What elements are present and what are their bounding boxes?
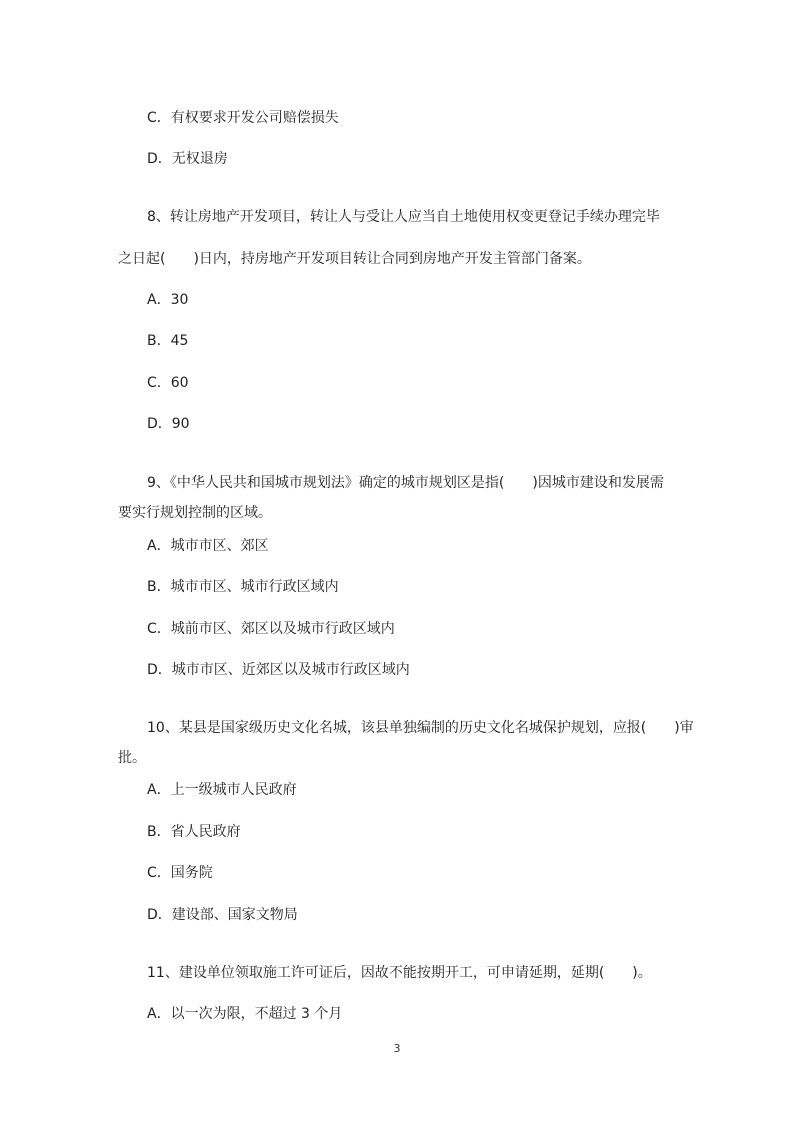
question-8-line-2: 之日起( )日内，持房地产开发项目转让合同到房地产开发主管部门备案。 — [118, 251, 591, 267]
option-10d: D．建设部、国家文物局 — [147, 907, 298, 923]
option-10a: A．上一级城市人民政府 — [147, 782, 297, 798]
option-9c: C．城前市区、郊区以及城市行政区域内 — [147, 621, 395, 637]
question-9-line-1: 9、《中华人民共和国城市规划法》确定的城市规划区是指( )因城市建设和发展需 — [147, 475, 664, 491]
option-9d: D．城市市区、近郊区以及城市行政区域内 — [147, 662, 410, 678]
option-9b: B．城市市区、城市行政区域内 — [147, 579, 339, 595]
page-number: 3 — [393, 1042, 401, 1055]
question-8-line-1: 8、转让房地产开发项目，转让人与受让人应当自土地使用权变更登记手续办理完毕 — [147, 209, 660, 225]
question-10-line-1: 10、某县是国家级历史文化名城，该县单独编制的历史文化名城保护规划，应报( )审 — [147, 720, 694, 736]
option-7c: C．有权要求开发公司赔偿损失 — [147, 110, 339, 126]
question-9-line-2: 要实行规划控制的区域。 — [118, 505, 272, 521]
option-7d: D．无权退房 — [147, 151, 228, 167]
option-10c: C．国务院 — [147, 865, 213, 881]
option-8d: D．90 — [147, 416, 190, 432]
option-9a: A．城市市区、郊区 — [147, 538, 269, 554]
option-10b: B．省人民政府 — [147, 824, 241, 840]
question-10-line-2: 批。 — [118, 750, 146, 766]
option-8c: C．60 — [147, 375, 189, 391]
option-11a: A．以一次为限，不超过 3 个月 — [147, 1006, 343, 1022]
option-8a: A．30 — [147, 292, 189, 308]
question-11-line-1: 11、建设单位领取施工许可证后，因故不能按期开工，可申请延期，延期( )。 — [147, 965, 652, 981]
option-8b: B．45 — [147, 333, 189, 349]
